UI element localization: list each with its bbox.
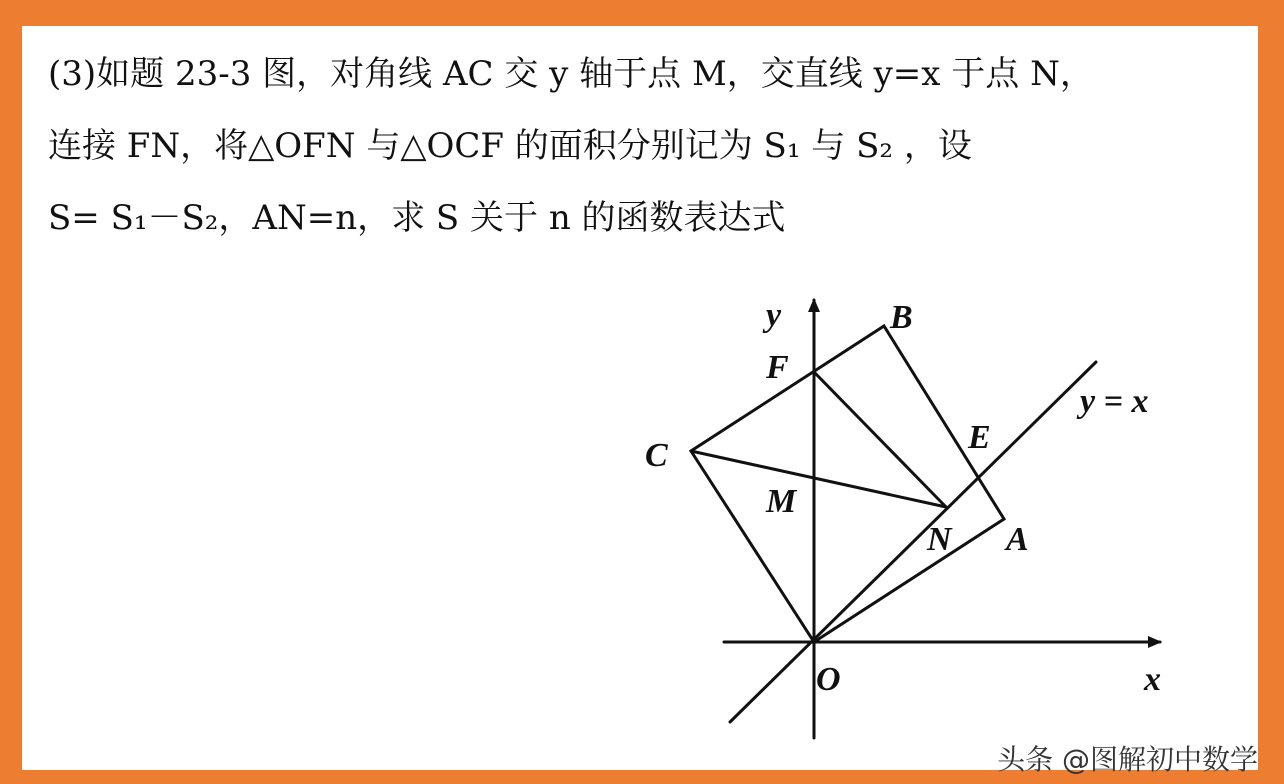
geometry-figure (22, 26, 1258, 770)
watermark: 头条 @图解初中数学 (997, 743, 1258, 776)
label-origin-o: O (816, 661, 841, 698)
label-point-a: A (1006, 521, 1029, 558)
label-point-b: B (890, 299, 913, 336)
problem-line-1: (3)如题 23-3 图，对角线 AC 交 y 轴于点 M，交直线 y=x 于点 N， (48, 54, 1094, 94)
label-x-axis: x (1144, 661, 1161, 698)
line-y-equals-x (730, 362, 1096, 722)
diagonal-ac (691, 451, 946, 507)
problem-line-3: S= S₁－S₂，AN=n，求 S 关于 n 的函数表达式 (48, 198, 786, 238)
problem-card (22, 26, 1258, 770)
label-point-m: M (766, 483, 797, 520)
label-y-axis: y (766, 297, 782, 334)
label-point-e: E (968, 419, 991, 456)
label-point-c: C (645, 437, 668, 474)
label-point-n: N (927, 521, 952, 558)
label-point-f: F (766, 349, 789, 386)
label-line-equation: y = x (1080, 383, 1149, 420)
problem-line-2: 连接 FN，将△OFN 与△OCF 的面积分别记为 S₁ 与 S₂ ，设 (48, 126, 972, 166)
